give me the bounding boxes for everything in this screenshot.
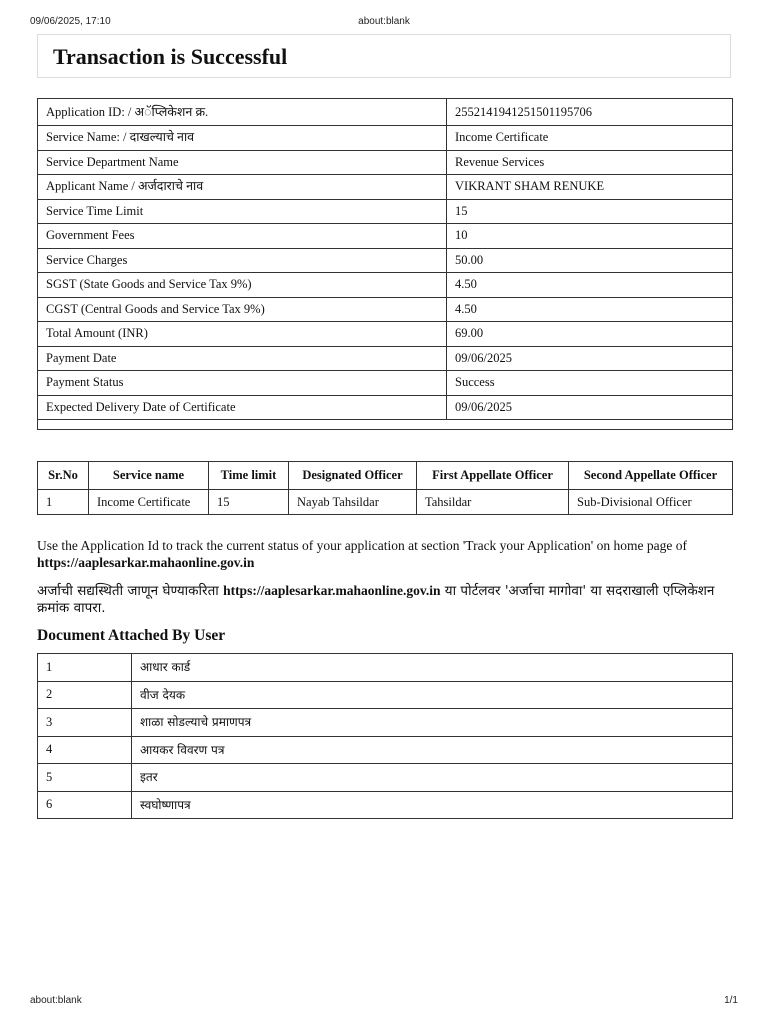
info-row-applicant-name	[38, 175, 733, 200]
header-designated-officer: Designated Officer	[289, 462, 417, 490]
print-url: about:blank	[358, 16, 410, 27]
footer-url: about:blank	[30, 995, 82, 1006]
cell-service-name: Income Certificate	[89, 490, 209, 515]
document-name: शाळा सोडल्याचे प्रमाणपत्र	[132, 709, 733, 737]
document-number: 3	[38, 709, 132, 737]
info-row-empty	[38, 420, 733, 430]
cell-time-limit: 15	[209, 490, 289, 515]
table-row	[38, 681, 733, 709]
document-name: स्वघोष्णापत्र	[132, 791, 733, 819]
header-time-limit: Time limit	[209, 462, 289, 490]
info-label: Application ID: / अॅप्लिकेशन क्र.	[38, 99, 447, 126]
info-row-department	[38, 150, 733, 175]
info-label: SGST (State Goods and Service Tax 9%)	[38, 273, 447, 298]
info-value: 09/06/2025	[447, 346, 733, 371]
document-number: 1	[38, 654, 132, 682]
info-row-sgst	[38, 273, 733, 298]
document-number: 2	[38, 681, 132, 709]
tracking-note-english	[37, 537, 737, 571]
info-value: 4.50	[447, 273, 733, 298]
info-value: 50.00	[447, 248, 733, 273]
info-label: Expected Delivery Date of Certificate	[38, 395, 447, 420]
table-row	[38, 490, 733, 515]
document-name: इतर	[132, 764, 733, 792]
info-value: 09/06/2025	[447, 395, 733, 420]
info-row-cgst	[38, 297, 733, 322]
document-number: 6	[38, 791, 132, 819]
title-box	[37, 34, 731, 78]
info-value: 69.00	[447, 322, 733, 347]
empty-cell	[38, 420, 733, 430]
info-label: Total Amount (INR)	[38, 322, 447, 347]
table-row	[38, 791, 733, 819]
info-row-total-amount	[38, 322, 733, 347]
table-row	[38, 764, 733, 792]
service-officer-table	[37, 461, 733, 515]
info-label: Payment Status	[38, 371, 447, 396]
page-title: Transaction is Successful	[53, 44, 288, 69]
info-label: Government Fees	[38, 224, 447, 249]
cell-second-appellate: Sub-Divisional Officer	[569, 490, 733, 515]
info-row-payment-status	[38, 371, 733, 396]
transaction-info-table	[37, 98, 733, 430]
table-row	[38, 709, 733, 737]
print-footer	[30, 995, 738, 1009]
table-row	[38, 736, 733, 764]
header-sr-no: Sr.No	[38, 462, 89, 490]
info-value: Revenue Services	[447, 150, 733, 175]
portal-link[interactable]: https://aaplesarkar.mahaonline.gov.in	[37, 555, 255, 570]
print-datetime: 09/06/2025, 17:10	[30, 16, 111, 27]
documents-heading: Document Attached By User	[37, 627, 226, 644]
info-label: Service Time Limit	[38, 199, 447, 224]
info-label: Service Charges	[38, 248, 447, 273]
info-label: CGST (Central Goods and Service Tax 9%)	[38, 297, 447, 322]
info-value: 4.50	[447, 297, 733, 322]
header-second-appellate: Second Appellate Officer	[569, 462, 733, 490]
tracking-note-text: Use the Application Id to track the current status of your application at section 'Track your Application' on home page of	[37, 538, 687, 553]
info-value: 10	[447, 224, 733, 249]
documents-table	[37, 653, 733, 819]
tracking-note-marathi-before: अर्जाची सद्यस्थिती जाणून घेण्याकरिता	[37, 583, 219, 599]
info-label: Service Department Name	[38, 150, 447, 175]
info-value: VIKRANT SHAM RENUKE	[447, 175, 733, 200]
tracking-note-marathi-after: या पोर्टलवर 'अर्जाचा मागोवा' या सदराखाली एप्लिकेशन क्रमांक वापरा.	[37, 583, 715, 616]
info-label: Applicant Name / अर्जदाराचे नाव	[38, 175, 447, 200]
info-row-service-name	[38, 126, 733, 151]
table-row	[38, 654, 733, 682]
info-label: Payment Date	[38, 346, 447, 371]
info-row-application-id	[38, 99, 733, 126]
cell-sr-no: 1	[38, 490, 89, 515]
header-service-name: Service name	[89, 462, 209, 490]
header-first-appellate: First Appellate Officer	[417, 462, 569, 490]
service-table-header-row	[38, 462, 733, 490]
info-value: 15	[447, 199, 733, 224]
tracking-note-marathi	[37, 582, 737, 617]
info-row-government-fees	[38, 224, 733, 249]
portal-link-marathi[interactable]: https://aaplesarkar.mahaonline.gov.in	[223, 583, 441, 598]
info-value: 255214194125150119570​6	[447, 99, 733, 126]
document-name: वीज देयक	[132, 681, 733, 709]
info-label: Service Name: / दाखल्याचे नाव	[38, 126, 447, 151]
info-row-delivery-date	[38, 395, 733, 420]
print-header	[30, 16, 738, 30]
document-number: 5	[38, 764, 132, 792]
document-number: 4	[38, 736, 132, 764]
info-value: Success	[447, 371, 733, 396]
info-row-payment-date	[38, 346, 733, 371]
document-name: आयकर विवरण पत्र	[132, 736, 733, 764]
cell-designated-officer: Nayab Tahsildar	[289, 490, 417, 515]
info-row-service-charges	[38, 248, 733, 273]
cell-first-appellate: Tahsildar	[417, 490, 569, 515]
document-name: आधार कार्ड	[132, 654, 733, 682]
info-value: Income Certificate	[447, 126, 733, 151]
info-row-time-limit	[38, 199, 733, 224]
page-number: 1/1	[724, 995, 738, 1006]
